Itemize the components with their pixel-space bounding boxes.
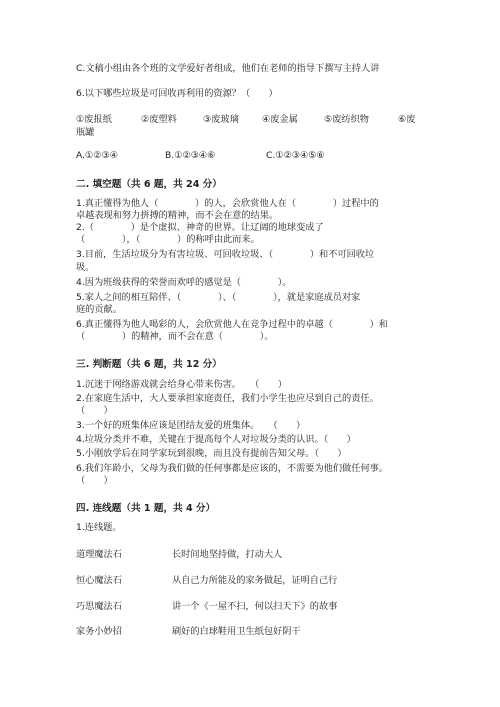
judge-line: 5.小刚放学后在同学家玩到很晚，而且没有提前告知父母。（ ） bbox=[76, 448, 347, 459]
fill-line: 5.家人之间的相互陪伴、（ ）、（ ），就是家庭成员对家 bbox=[76, 292, 361, 303]
fill-line: 1.真正懂得为他人（ ）的人，会欣赏他人在（ ）过程中的 bbox=[76, 198, 379, 209]
judge-line: 3.一个好的班集体应该是团结友爱的班集体。 （ ） bbox=[76, 420, 306, 431]
section-match-heading: 四. 连线题（共 1 题，共 4 分） bbox=[76, 503, 216, 514]
q6-item-3: ③废玻璃 bbox=[203, 114, 239, 125]
match-right-item: 讲一个《一屋不扫，何以扫天下》的故事 bbox=[172, 601, 338, 612]
q6-answer-a: A.①②③④ bbox=[76, 150, 118, 161]
q6-answer-b: B.①②③④⑥ bbox=[165, 150, 216, 161]
section-judge-heading: 三. 判断题（共 6 题，共 12 分） bbox=[76, 359, 222, 370]
fill-line: 庭的贡献。 bbox=[76, 304, 122, 315]
fill-line: （ ）的精神，而不会在意（ ）。 bbox=[76, 331, 274, 342]
fill-line: （ ），（ ）的称呼由此而来。 bbox=[76, 234, 260, 245]
match-left-item: 道理魔法石 bbox=[76, 549, 122, 560]
q6-item-2: ②废塑料 bbox=[141, 114, 177, 125]
choice-option-c: C.文稿小组由各个班的文学爱好者组成，他们在老师的指导下撰写主持人讲 bbox=[76, 63, 380, 74]
fill-line: 圾。 bbox=[76, 262, 95, 273]
fill-line: 4.因为班级获得的荣誉而欢呼的感觉是（ ）。 bbox=[76, 277, 292, 288]
match-right-item: 从自己力所能及的家务做起，证明自己行 bbox=[172, 575, 338, 586]
match-right-item: 刷好的白球鞋用卫生纸包好阴干 bbox=[172, 626, 301, 637]
match-left-item: 恒心魔法石 bbox=[76, 575, 122, 586]
fill-line: 6.真正懂得为他人喝彩的人，会欣赏他人在竞争过程中的卓越（ ）和 bbox=[76, 319, 388, 330]
fill-line: 3.目前，生活垃圾分为有害垃圾、可回收垃圾、（ ）和不可回收垃 bbox=[76, 249, 375, 260]
match-right-item: 长时间地坚持做，打动大人 bbox=[172, 549, 283, 560]
q6-item-6: ⑥废 bbox=[398, 114, 416, 125]
fill-line: 卓越表现和努力拼搏的精神，而不会在意的结果。 bbox=[76, 210, 279, 221]
judge-line: （ ） bbox=[76, 405, 113, 416]
judge-line: 2.在家庭生活中，大人要承担家庭责任，我们小学生也应尽到自己的责任。 bbox=[76, 393, 379, 404]
q6-answer-c: C.①②③④⑤⑥ bbox=[266, 150, 325, 161]
q6-item-5: ⑤废纺织物 bbox=[324, 114, 369, 125]
section-fill-heading: 二. 填空题（共 6 题，共 24 分） bbox=[76, 179, 222, 190]
judge-line: 4.垃圾分类并不难，关键在于提高每个人对垃圾分类的认识。（ ） bbox=[76, 434, 356, 445]
match-left-item: 家务小妙招 bbox=[76, 626, 122, 637]
question-6: 6.以下哪些垃圾是可回收再利用的资源？（ ） bbox=[76, 88, 278, 99]
judge-line: （ ） bbox=[76, 475, 113, 486]
q6-item-4: ④废金属 bbox=[262, 114, 298, 125]
match-left-item: 巧思魔法石 bbox=[76, 601, 122, 612]
q6-item-1: ①废报纸 bbox=[76, 114, 112, 125]
judge-line: 6.我们年龄小，父母为我们做的任何事都是应该的，不需要为他们做任何事。 bbox=[76, 463, 388, 474]
match-prompt: 1.连线题。 bbox=[76, 522, 122, 533]
fill-line: 2.（ ）是个虚拟、神奇的世界。让辽阔的地球变成了 bbox=[76, 222, 324, 233]
q6-item-wrap: 瓶罐 bbox=[76, 127, 95, 138]
judge-line: 1.沉迷于网络游戏就会给身心带来伤害。 （ ） bbox=[76, 379, 287, 390]
